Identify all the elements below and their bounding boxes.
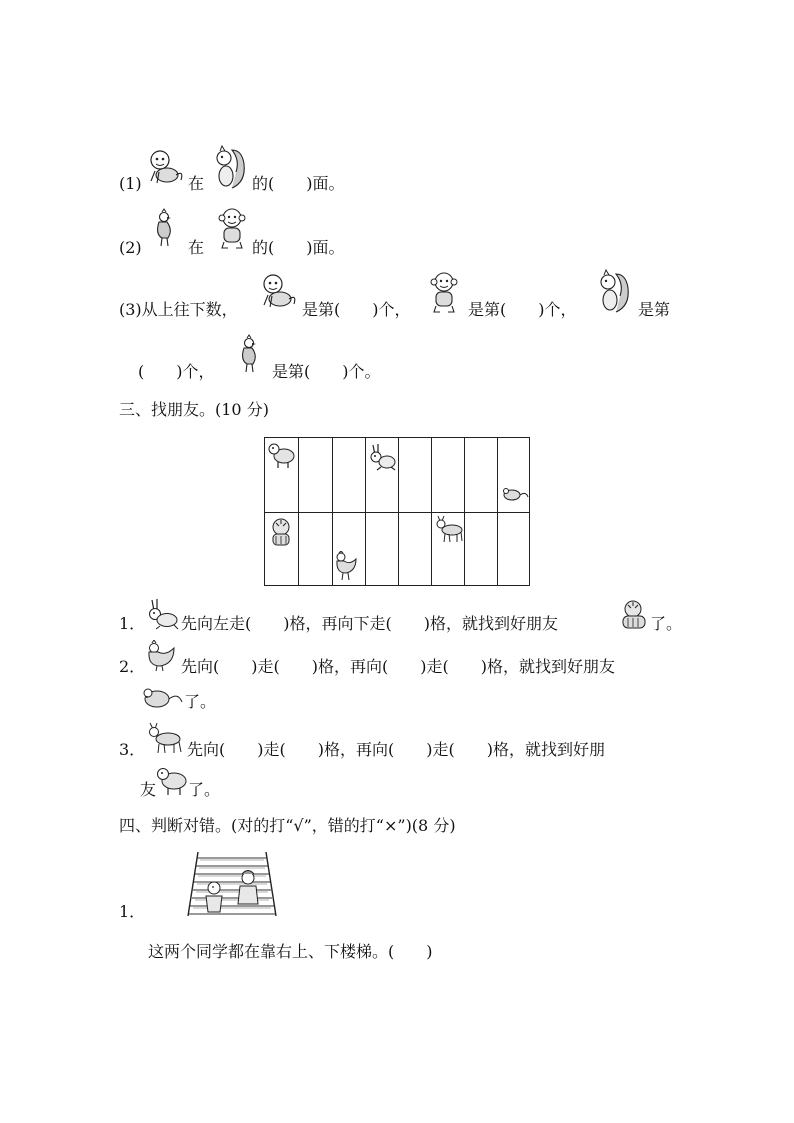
find-row3-friend: 友 xyxy=(140,780,157,799)
q3-part4: ( )个， xyxy=(138,362,215,381)
grid-cell xyxy=(398,437,432,513)
judge-number: 1． xyxy=(119,902,146,921)
grid-cell xyxy=(464,437,498,513)
monkey-sitting-icon xyxy=(428,270,460,314)
deer-icon xyxy=(144,722,184,754)
sheep-icon xyxy=(268,441,296,469)
squirrel-icon xyxy=(596,268,632,314)
rooster-icon xyxy=(144,640,180,672)
grid-cell xyxy=(365,512,399,586)
q1-number: (1) xyxy=(119,174,142,193)
mouse-icon xyxy=(501,485,529,503)
find-row2-end: 了。 xyxy=(184,692,217,711)
tiger-icon xyxy=(266,517,296,547)
monkey-sitting-icon xyxy=(216,206,248,250)
q3-lead: (3)从上往下数， xyxy=(119,300,238,319)
find-row3-end: 了。 xyxy=(188,780,221,799)
q1-mid-text: 在 xyxy=(188,174,205,193)
tiger-icon xyxy=(617,598,649,630)
sheep-icon xyxy=(156,766,188,796)
q3-part2: 是第( )个， xyxy=(468,300,577,319)
grid-cell xyxy=(398,512,432,586)
rooster-icon xyxy=(332,551,360,581)
rooster-icon xyxy=(153,208,175,248)
monkey-icon xyxy=(258,272,300,312)
q2-end-text: 的( )面。 xyxy=(252,238,345,257)
mouse-icon xyxy=(140,686,184,710)
find-row2-number: 2． xyxy=(119,657,146,676)
squirrel-icon xyxy=(212,144,248,190)
grid-cell xyxy=(464,512,498,586)
grid-cell xyxy=(332,437,366,513)
grid-cell xyxy=(497,512,530,586)
q3-part5: 是第( )个。 xyxy=(272,362,381,381)
find-row1-end: 了。 xyxy=(650,614,683,633)
q1-end-text: 的( )面。 xyxy=(252,174,345,193)
q3-part3: 是第 xyxy=(638,300,671,319)
staircase-students-illustration xyxy=(184,852,280,918)
animal-grid xyxy=(264,437,530,586)
deer-icon xyxy=(432,515,464,543)
grid-cell xyxy=(298,437,333,513)
judge-statement: 这两个同学都在靠右上、下楼梯。( ) xyxy=(148,942,433,961)
rabbit-icon xyxy=(144,598,180,630)
rabbit-icon xyxy=(367,443,397,471)
monkey-icon xyxy=(145,148,187,188)
find-row3-number: 3． xyxy=(119,740,146,759)
section4-title: 四、判断对错。(对的打“√”，错的打“×”)(8 分) xyxy=(119,816,456,835)
rooster-icon xyxy=(238,334,260,374)
find-row3-text: 先向( )走( )格，再向( )走( )格，就找到好朋 xyxy=(187,740,605,759)
grid-cell xyxy=(298,512,333,586)
q3-part1: 是第( )个， xyxy=(302,300,411,319)
find-row1-number: 1． xyxy=(119,614,146,633)
section3-title: 三、找朋友。(10 分) xyxy=(119,400,269,419)
grid-cell xyxy=(431,437,465,513)
find-row1-text: 先向左走( )格，再向下走( )格，就找到好朋友 xyxy=(181,614,558,633)
q2-number: (2) xyxy=(119,238,142,257)
find-row2-text: 先向( )走( )格，再向( )走( )格，就找到好朋友 xyxy=(181,657,615,676)
q2-mid-text: 在 xyxy=(188,238,205,257)
